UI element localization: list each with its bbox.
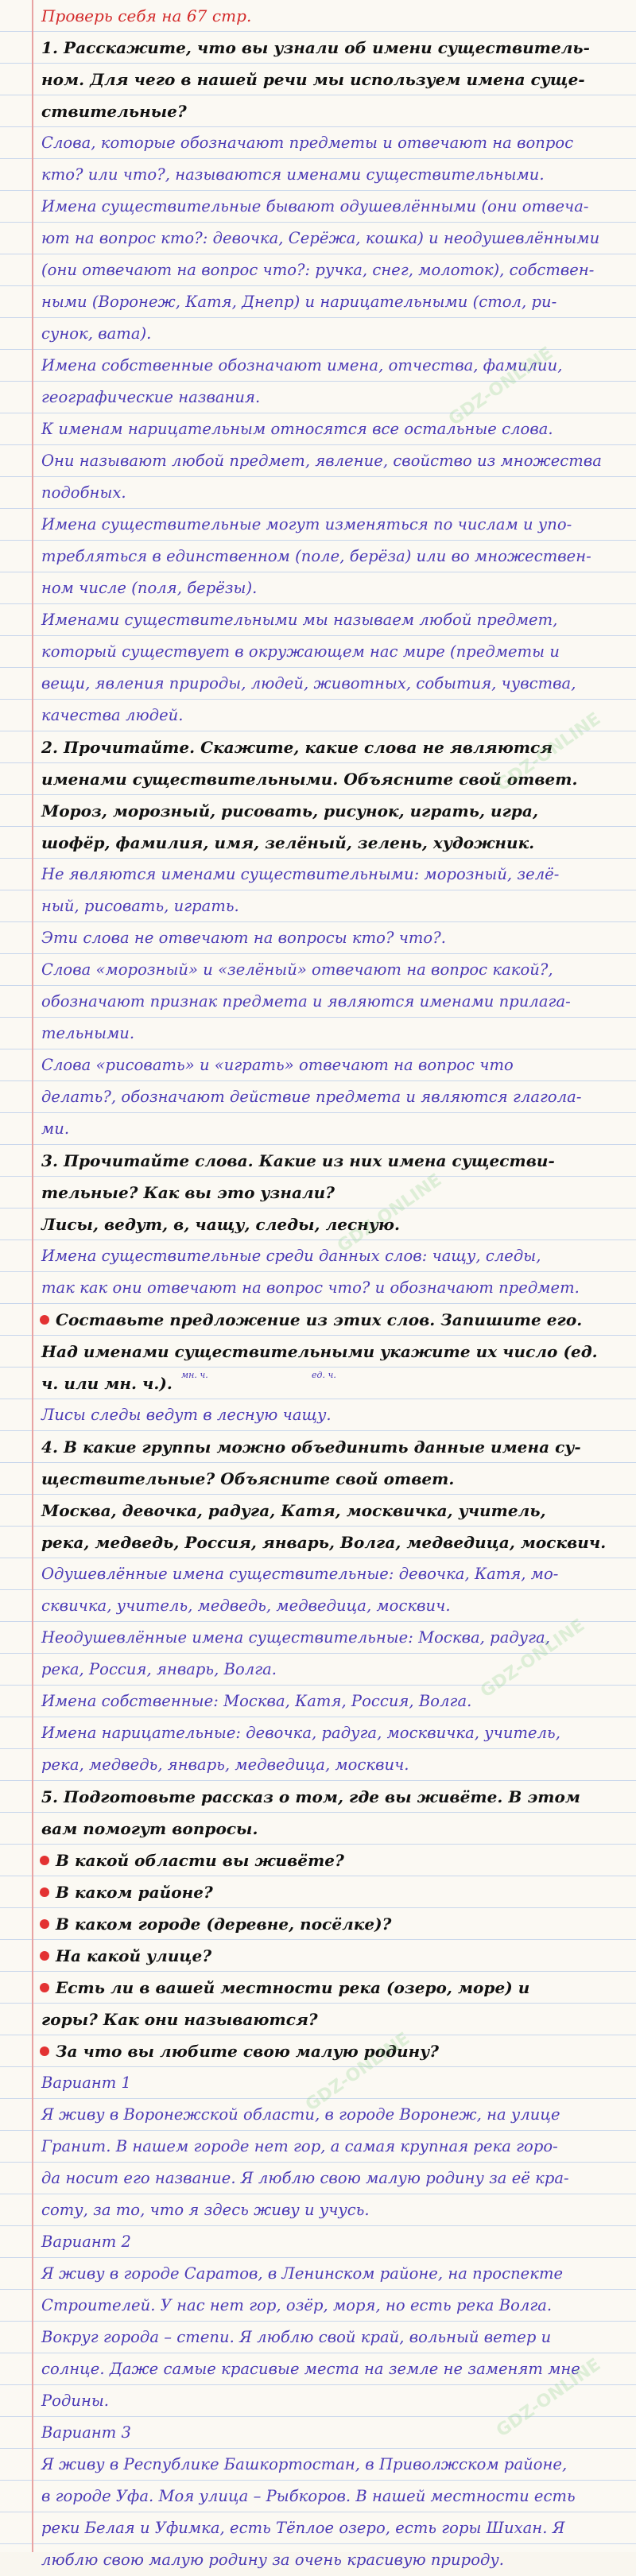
page-header: Проверь себя на 67 стр. [41,6,252,25]
answer-line: Вариант 1 [41,2074,132,2092]
task-line: именами существительными. Объясните свой ответ. [41,770,578,789]
answer-line: ют на вопрос кто?: девочка, Серёжа, кошка) и неодушевлёнными [41,229,600,247]
answer-line: Я живу в городе Саратов, в Ленинском районе, на проспекте [41,2264,564,2283]
bullet-icon [40,1856,49,1865]
answer-line: сунок, вата). [41,324,152,343]
answer-line: делать?, обозначают действие предмета и являются глагола- [41,1088,582,1106]
answer-line: река, Россия, январь, Волга. [41,1660,277,1678]
task-line: Мороз, морозный, рисовать, рисунок, играть, игра, [41,801,538,821]
task-line: Составьте предложение из этих слов. Запишите его. [56,1310,583,1329]
bullet-icon [40,1951,49,1961]
answer-line: Эти слова не отвечают на вопросы кто? что?. [41,929,446,947]
answer-line: Имена существительные могут изменяться по числам и упо- [41,515,572,533]
task-line: В каком районе? [56,1883,213,1902]
answer-line: К именам нарицательным относятся все остальные слова. [41,420,553,438]
answer-line: реки Белая и Уфимка, есть Тёплое озеро, есть горы Шихан. Я [41,2519,565,2537]
answer-line: вещи, явления природы, людей, животных, события, чувства, [41,674,576,692]
answer-line: ми. [41,1119,70,1138]
task-line: За что вы любите свою малую родину? [56,2042,440,2061]
answer-line: Гранит. В нашем городе нет гор, а самая крупная река горо- [41,2137,558,2155]
answer-line: в городе Уфа. Моя улица – Рыбкоров. В нашей местности есть [41,2487,576,2505]
watermark-logo: GDZ-ONLINE [302,2028,414,2116]
task-line: В каком городе (деревне, посёлке)? [56,1915,392,1934]
answer-line: Имена существительные бывают одушевлёнными (они отвеча- [41,197,589,215]
answer-line: требляться в единственном (поле, берёза) или во множествен- [41,547,591,565]
task-line: ществительные? Объясните свой ответ. [41,1469,455,1488]
answer-line: Вариант 3 [41,2423,132,2442]
answer-line: (они отвечают на вопрос что?: ручка, снег, молоток), собствен- [41,261,595,279]
task-line: 2. Прочитайте. Скажите, какие слова не являются [41,738,553,757]
answer-line: Они называют любой предмет, явление, свойство из множества [41,452,602,470]
task-line: шофёр, фамилия, имя, зелёный, зелень, художник. [41,833,535,852]
answer-line: Именами существительными мы называем любой предмет, [41,611,558,629]
answer-line: Слова, которые обозначают предметы и отвечают на вопрос [41,134,574,152]
answer-line: обозначают признак предмета и являются именами прилага- [41,992,571,1011]
answer-line: Имена собственные: Москва, Катя, Россия, Волга. [41,1692,472,1710]
task-line: На какой улице? [56,1946,212,1965]
task-line: Над именами существительными укажите их число (ед. [41,1342,598,1361]
task-line: В какой области вы живёте? [56,1851,344,1870]
answer-line: Одушевлённые имена существительные: девочка, Катя, мо- [41,1565,559,1583]
answer-line: ном числе (поля, берёзы). [41,579,258,597]
answer-line: Лисы следы ведут в лесную чащу. [41,1406,332,1424]
answer-line: качества людей. [41,706,184,724]
answer-line: Вариант 2 [41,2233,132,2251]
bullet-icon [40,1983,49,1992]
answer-line: река, медведь, январь, медведица, москвич. [41,1755,409,1774]
bullet-icon [40,2046,49,2056]
task-line: вам помогут вопросы. [41,1819,258,1838]
answer-line: соту, за то, что я здесь живу и учусь. [41,2201,370,2219]
answer-line: кто? или что?, называются именами существительными. [41,165,545,184]
task-line: горы? Как они называются? [41,2010,318,2029]
answer-line: подобных. [41,483,126,502]
answer-line: Родины. [41,2392,110,2410]
answer-line: Имена существительные среди данных слов: чащу, следы, [41,1247,541,1265]
answer-line: люблю свою малую родину за очень красивую природу. [41,2551,505,2569]
number-annotation: ед. ч. [312,1370,336,1380]
watermark-logo: GDZ-ONLINE [334,1170,446,1257]
answer-line: Имена собственные обозначают имена, отчества, фамилии, [41,356,563,374]
answer-line: ными (Воронеж, Катя, Днепр) и нарицательными (стол, ри- [41,293,557,311]
answer-line: ный, рисовать, играть. [41,897,239,915]
answer-line: Строителей. У нас нет гор, озёр, моря, но есть река Волга. [41,2296,553,2314]
answer-line: Слова «морозный» и «зелёный» отвечают на вопрос какой?, [41,960,553,979]
answer-line: Я живу в Воронежской области, в городе Воронеж, на улице [41,2105,560,2124]
answer-line: Не являются именами существительными: морозный, зелё- [41,865,560,883]
answer-line: так как они отвечают на вопрос что? и обозначают предмет. [41,1278,580,1297]
answer-line: Вокруг города – степи. Я люблю свой край, вольный ветер и [41,2328,552,2346]
task-line: 4. В какие группы можно объединить данные имена су- [41,1437,581,1457]
answer-line: тельными. [41,1024,135,1042]
task-line: Лисы, ведут, в, чащу, следы, лесную. [41,1215,400,1234]
answer-line: Я живу в Республике Башкортостан, в Приволжском районе, [41,2455,568,2473]
answer-line: солнце. Даже самые красивые места на земле не заменят мне [41,2360,580,2378]
answer-line: да носит его название. Я люблю свою малую родину за её кра- [41,2169,569,2187]
bullet-icon [40,1315,49,1325]
answer-line: Слова «рисовать» и «играть» отвечают на вопрос что [41,1056,514,1074]
task-line: Есть ли в вашей местности река (озеро, море) и [56,1978,530,1997]
task-line: ч. или мн. ч.). [41,1374,173,1393]
answer-line: Имена нарицательные: девочка, радуга, москвичка, учитель, [41,1724,560,1742]
task-line: 5. Подготовьте рассказ о том, где вы живёте. В этом [41,1787,580,1806]
task-line: 1. Расскажите, что вы узнали об имени существитель- [41,38,591,57]
task-line: ном. Для чего в нашей речи мы используем имена суще- [41,70,585,89]
task-line: тельные? Как вы это узнали? [41,1183,335,1202]
answer-line: который существует в окружающем нас мире (предметы и [41,642,560,661]
answer-line: географические названия. [41,388,261,406]
answer-line: сквичка, учитель, медведь, медведица, москвич. [41,1596,451,1615]
task-line: Москва, девочка, радуга, Катя, москвичка, учитель, [41,1501,546,1520]
watermark-logo: GDZ-ONLINE [477,1615,589,1702]
answer-line: Неодушевлённые имена существительные: Москва, радуга, [41,1628,550,1647]
bullet-icon [40,1887,49,1897]
watermark-logo: GDZ-ONLINE [493,2354,605,2442]
number-annotation: мн. ч. [181,1370,208,1380]
task-line: река, медведь, Россия, январь, Волга, медведица, москвич. [41,1533,607,1552]
bullet-icon [40,1919,49,1929]
watermark-logo: GDZ-ONLINE [493,708,605,796]
watermark-logo: GDZ-ONLINE [445,343,557,430]
task-line: 3. Прочитайте слова. Какие из них имена существи- [41,1151,555,1170]
task-line: ствительные? [41,102,187,121]
